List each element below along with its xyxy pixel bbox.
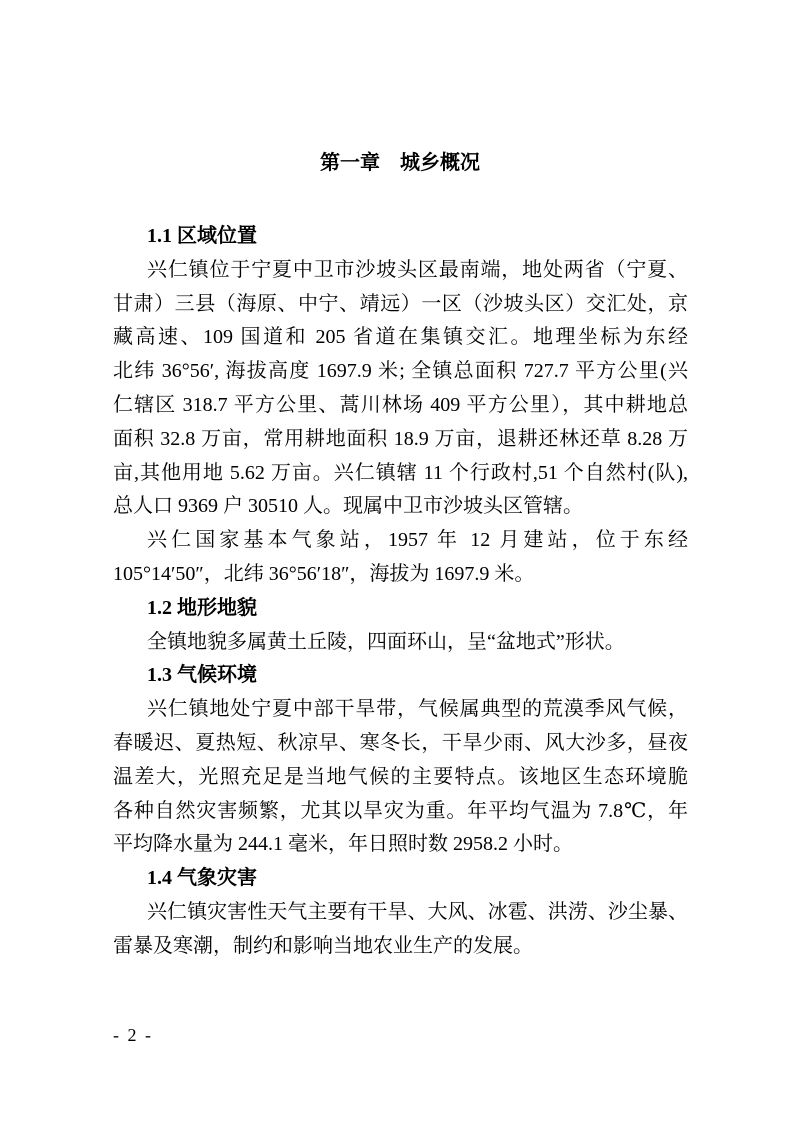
text-line: 兴仁国家基本气象站，1957 年 12 月建站，位于东经 [147, 529, 688, 552]
text-line: 亩,其他用地 5.62 万亩。兴仁镇辖 11 个行政村,51 个自然村(队), [113, 461, 688, 484]
text-line: 总人口 9369 户 30510 人。现属中卫市沙坡头区管辖。 [113, 495, 583, 518]
text-line: 甘肃）三县（海原、中宁、靖远）一区（沙坡头区）交汇处，京 [113, 292, 688, 315]
section [113, 592, 688, 660]
text-line: 105°14′50″，北纬 36°56′18″，海拔为 1697.9 米。 [113, 562, 535, 585]
text-line: 全镇地貌多属黄土丘陵，四面环山，呈“盆地式”形状。 [147, 630, 625, 653]
section-heading: 1.2 地形地貌 [147, 596, 257, 619]
section-heading: 1.1 区域位置 [147, 225, 257, 247]
text-line: 兴仁镇位于宁夏中卫市沙坡头区最南端，地处两省（宁夏、 [147, 258, 688, 281]
text-line: 平均降水量为 244.1 毫米，年日照时数 2958.2 小时。 [113, 833, 573, 856]
section [113, 220, 688, 592]
section-heading: 1.4 气象灾害 [147, 867, 257, 890]
section [113, 659, 688, 862]
text-line: 温差大，光照充足是当地气候的主要特点。该地区生态环境脆 [113, 765, 688, 788]
paragraph [113, 626, 688, 660]
text-line: 春暖迟、夏热短、秋凉早、寒冬长，干旱少雨、风大沙多，昼夜 [113, 731, 688, 754]
paragraph [113, 524, 688, 592]
text-line: 仁辖区 318.7 平方公里、蒿川林场 409 平方公里），其中耕地总 [113, 393, 688, 416]
page-number: - 2 - [113, 1025, 153, 1045]
text-line: 兴仁镇灾害性天气主要有干旱、大风、冰雹、洪涝、沙尘暴、 [147, 900, 688, 923]
text-line: 各种自然灾害频繁，尤其以旱灾为重。年平均气温为 7.8℃，年 [113, 799, 688, 822]
text-line: 雷暴及寒潮，制约和影响当地农业生产的发展。 [113, 934, 533, 957]
document-body [113, 220, 688, 964]
text-line: 面积 32.8 万亩，常用耕地面积 18.9 万亩，退耕还林还草 8.28 万 [113, 427, 688, 450]
section [113, 862, 688, 963]
text-line: 藏高速、109 国道和 205 省道在集镇交汇。地理坐标为东经 [113, 326, 688, 349]
text-line: 北纬 36°56′, 海拔高度 1697.9 米; 全镇总面积 727.7 平方公里(兴 [113, 360, 688, 383]
paragraph [113, 896, 688, 964]
chapter-title: 第一章 城乡概况 [320, 152, 480, 174]
paragraph [113, 254, 688, 524]
section-heading: 1.3 气候环境 [147, 664, 257, 687]
text-line: 兴仁镇地处宁夏中部干旱带，气候属典型的荒漠季风气候， [147, 698, 688, 721]
paragraph [113, 693, 688, 862]
